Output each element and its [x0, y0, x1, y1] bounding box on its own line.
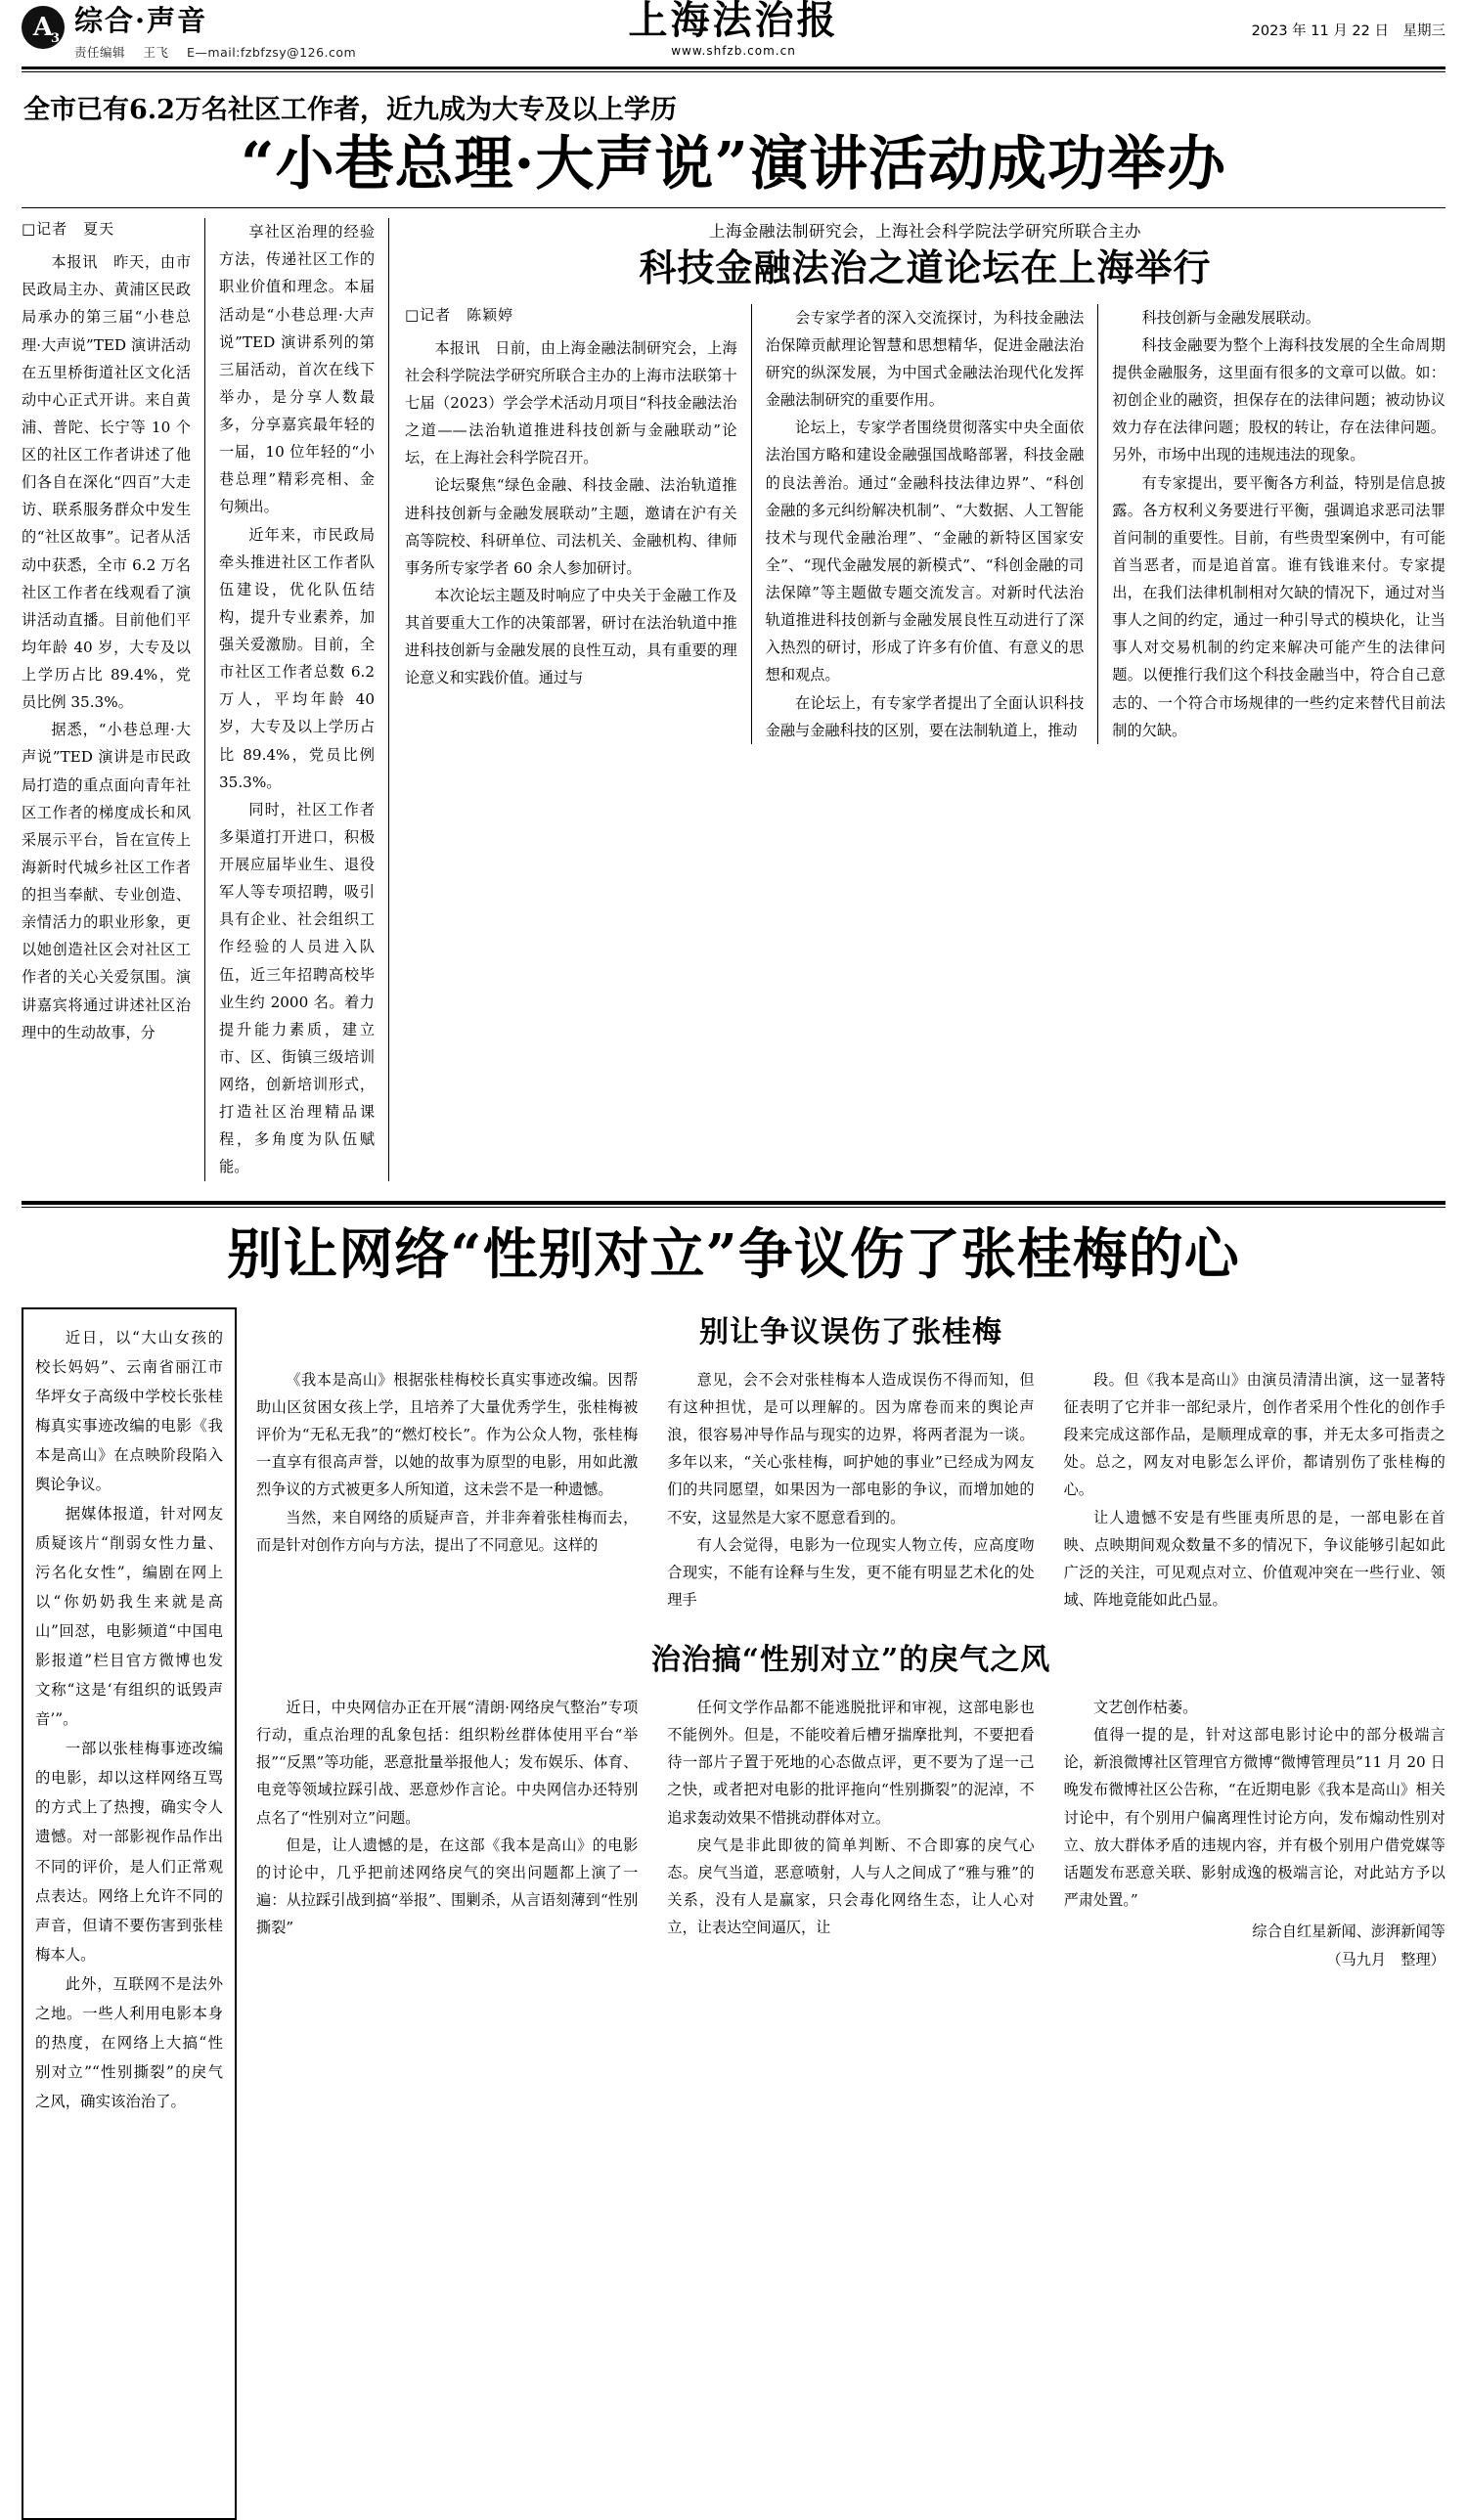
- paragraph: 有专家提出，要平衡各方利益，特别是信息披露。各方权利义务要进行平衡，强调追求恶司法罪首问制的重要性。目前，有些贵型案例中，有可能首当恶者，而是追首富。谁有钱谁来付。专家提出，在我们法律机制相对欠缺的情况下，通过对当事人之间的约定，通过一种引导式的模块化，让当事人对交易机制的约定来解决可能产生的法律问题。以便推行我们这个科技金融当中，符合自己意志的、一个符合市场规律的一些约定来替代目前法制的欠缺。: [1112, 473, 1445, 739]
- feature-subhead-1: 别让争议误伤了张桂梅: [699, 1314, 1002, 1349]
- lead-shoulder-headline: 全市已有6.2万名社区工作者，近九成为大专及以上学历: [23, 95, 677, 125]
- paragraph: 论坛聚焦“绿色金融、科技金融、法治轨道推进科技创新与金融发展联动”主题，邀请在沪有关高等院校、科研单位、司法机关、金融机构、律师事务所专家学者 60 余人参加研讨。: [405, 476, 737, 577]
- credit-editor: （马九月 整理）: [1326, 1950, 1445, 1968]
- paragraph: 任何文学作品都不能逃脱批评和审视，这部电影也不能例外。但是，不能咬着后槽牙揣摩批判，不要把看待一部片子置于死地的心态做点评，更不要为了逞一己之快，或者把对电影的批评拖向“性别撕裂”的泥淖，不追求轰动效果不惜挑动群体对立。: [667, 1699, 1035, 1827]
- feature-s2-body-1: [256, 1694, 638, 1941]
- paragraph: 本报讯 昨天，由市民政局主办、黄浦区民政局承办的第三届“小巷总理·大声说”TED 演讲活动在五里桥街道社区文化活动中心正式开讲。来自黄浦、普陀、长宁等 10 个区的社区工作者讲述了他们各自在深化“四百”大走访、联系服务群众中发生的“社区故事”。记者从活动中获悉，全市 6.2 万名社区工作者在线观看了演讲活动直播。目前他们平均年龄 40 岁，大专及以上学历占比 89.4%，党员比例 35.3%。: [22, 253, 191, 712]
- paragraph: 但是，让人遗憾的是，在这部《我本是高山》的电影的讨论中，几乎把前述网络戾气的突出问题都上演了一遍：从拉踩引战到搞“举报”、围剿杀，从言语刻薄到“性别撕裂”: [256, 1835, 639, 1937]
- lead-main-headline: “小巷总理·大声说”演讲活动成功举办: [241, 130, 1226, 199]
- editor-name: 王飞: [143, 44, 169, 60]
- feature-s1-body-1: [256, 1366, 638, 1559]
- feature-s1-column-1: [256, 1366, 652, 1614]
- paragraph: 在论坛上，有专家学者提出了全面认识科技金融与金融科技的区别，要在法制轨道上，推动: [765, 693, 1085, 739]
- paragraph: 会专家学者的深入交流探讨，为科技金融法治保障贡献理论智慧和思想精华，促进金融法治研究的纵深发展，为中国式金融法治现代化发挥金融法制研究的重要作用。: [765, 308, 1085, 410]
- section-title: 综合·声音: [74, 4, 208, 37]
- forum-article: [389, 218, 1445, 1180]
- paragraph: 戾气是非此即彼的简单判断、不合即寡的戾气心态。戾气当道，恶意喷射，人与人之间成了“雅与雅”的关系，没有人是赢家，只会毒化网络生态，让人心对立，让表达空间逼仄，让: [667, 1835, 1035, 1937]
- feature-subhead-2: 治治搞“性别对立”的戾气之风: [650, 1643, 1051, 1678]
- badge-number: 3: [50, 31, 60, 46]
- section-block: [74, 6, 370, 61]
- credit-source: 综合自红星新闻、澎湃新闻等: [1252, 1923, 1445, 1941]
- paragraph: 近年来，市民政局牵头推进社区工作者队伍建设，优化队伍结构，提升专业素养，加强关爱激励。目前，全市社区工作者总数 6.2 万人，平均年龄 40 岁，大专及以上学历占比 89.4%，党员比例 35.3%。: [219, 525, 375, 791]
- feature-s2-body-3: [1064, 1694, 1445, 1914]
- feature-credit: [1064, 1918, 1445, 1974]
- forum-body-1: [405, 334, 737, 692]
- paragraph: 据媒体报道，针对网友质疑该片“削弱女性力量、污名化女性”，编剧在网上以“你奶奶我生来就是高山”回怼，电影频道“中国电影报道”栏目官方微博也发文称“这是‘有组织的诋毁声音’”。: [35, 1505, 223, 1729]
- feature-boxed-intro: [22, 1307, 237, 2520]
- paragraph: 段。但《我本是高山》由演员清清出演，这一显著特征表明了它并非一部纪录片，创作者采用个性化的创作手段来完成这部作品，是顺理成章的事，并无太多可指责之处。总之，网友对电影怎么评价，都请别伤了张桂梅的心。: [1063, 1370, 1445, 1499]
- paragraph: 享社区治理的经验方法，传递社区工作的职业价值和理念。本届活动是“小巷总理·大声说”TED 演讲系列的第三届活动，首次在线下举办，是分享人数最多，分享嘉宾最年轻的一届，10 位年轻的“小巷总理”精彩亮相、金句频出。: [219, 223, 375, 516]
- forum-column-3: [1098, 304, 1445, 744]
- masthead-left: [22, 6, 370, 61]
- feature-headline: 别让网络“性别对立”争议伤了张桂梅的心: [227, 1221, 1240, 1287]
- lead-body-2: [219, 218, 375, 1180]
- feature-main: [252, 1307, 1445, 2520]
- editor-email: E—mail:fzbfzsy@126.com: [187, 44, 357, 60]
- lead-column-2: [205, 218, 389, 1180]
- forum-body-2: [766, 304, 1085, 744]
- editor-label: 责任编辑: [74, 44, 126, 60]
- lead-column-1: [22, 218, 205, 1180]
- feature-block: [22, 1307, 1445, 2520]
- forum-byline: □记者 陈颖婷: [405, 305, 514, 324]
- forum-column-2: [752, 304, 1099, 744]
- forum-column-1: [405, 304, 752, 744]
- feature-intro-text: [35, 1323, 223, 2116]
- paper-nameplate: [629, 0, 839, 58]
- top-article-block: [22, 218, 1445, 1180]
- feature-s1-body-2: [667, 1366, 1034, 1614]
- forum-headline: 科技金融法治之道论坛在上海举行: [639, 245, 1212, 290]
- feature-sidebar: [22, 1307, 252, 2520]
- editor-line: [74, 43, 370, 61]
- masthead-rule: [22, 66, 1445, 69]
- paragraph: 本报讯 日前，由上海金融法制研究会，上海社会科学院法学研究所联合主办的上海市法联第十七届（2023）学会学术活动月项目“科技金融法治之道——法治轨道推进科技创新与金融联动”论坛，在上海社会科学院召开。: [405, 338, 737, 467]
- paragraph: 据悉，“小巷总理·大声说”TED 演讲是市民政局打造的重点面向青年社区工作者的梯度成长和风采展示平台，旨在宣传上海新时代城乡社区工作者的担当奉献、专业创造、亲情活力的职业形象，更以她创造社区会对社区工作者的关心关爱氛围。演讲嘉宾将通过讲述社区治理中的生动故事，分: [22, 721, 191, 1041]
- paragraph: 此外，互联网不是法外之地。一些人利用电影本身的热度，在网络上大搞“性别对立”“性别撕裂”的戾气之风，确实该治治了。: [35, 1974, 223, 2110]
- feature-s2-body-2: [667, 1694, 1034, 1941]
- feature-s1-body-3: [1064, 1366, 1445, 1614]
- paragraph: 《我本是高山》根据张桂梅校长真实事迹改编。因帮助山区贫困女孩上学，且培养了大量优秀学生，张桂梅被评价为“无私无我”的“燃灯校长”。作为公众人物，张桂梅一直享有很高声誉，以她的故事为原型的电影，用如此激烈争议的方式被更多人所知道，这未尝不是一种遗憾。: [256, 1370, 639, 1499]
- section-divider-thin: [22, 1207, 1445, 1208]
- paragraph: 当然，来自网络的质疑声音，并非奔着张桂梅而去，而是针对创作方向与方法，提出了不同意见。这样的: [256, 1508, 639, 1554]
- feature-s1-column-3: [1049, 1366, 1445, 1614]
- issue-date: 2023 年 11 月 22 日 星期三: [1251, 23, 1445, 39]
- forum-body-3: [1112, 304, 1445, 744]
- paragraph: 科技创新与金融发展联动。: [1141, 308, 1320, 327]
- page-badge-icon: [22, 6, 65, 49]
- paragraph: 文艺创作枯萎。: [1092, 1699, 1198, 1717]
- paragraph: 值得一提的是，针对这部电影讨论中的部分极端言论，新浪微博社区管理官方微博“微博管理员”11 月 20 日晚发布微博社区公告称，“在近期电影《我本是高山》相关讨论中，有个别用户偏离理性讨论方向，发布煽动性别对立、放大群体矛盾的违规内容，并有极个别用户借党媒等话题发布恶意关联、影射成逸的极端言论，对此站方予以严肃处置。”: [1063, 1726, 1445, 1909]
- paragraph: 意见，会不会对张桂梅本人造成误伤不得而知，但有这种担忧，是可以理解的。因为席卷而来的舆论声浪，很容易冲导作品与现实的边界，将两者混为一谈。多年以来，“关心张桂梅，呵护她的事业”已经成为网友们的共同愿望，如果因为一部电影的争议，而增加她的不安，这显然是大家不愿意看到的。: [667, 1370, 1035, 1526]
- section-divider: [22, 1201, 1445, 1205]
- paragraph: 让人遗憾不安是有些匪夷所思的是，一部电影在首映、点映期间观众数量不多的情况下，争议能够引起如此广泛的关注，可见观点对立、价值观冲突在一些行业、领域、阵地竟能如此凸显。: [1063, 1508, 1445, 1609]
- paragraph: 一部以张桂梅事迹改编的电影，却以这样网络互骂的方式上了热搜，确实令人遗憾。对一部影视作品作出不同的评价，是人们正常观点表达。网络上允许不同的声音，但请不要伤害到张桂梅本人。: [35, 1740, 223, 1964]
- paper-url[interactable]: www.shfzb.com.cn: [671, 44, 796, 58]
- badge-letter: A: [32, 13, 54, 42]
- feature-s1-column-2: [652, 1366, 1048, 1614]
- masthead: [22, 0, 1445, 65]
- paragraph: 近日，以“大山女孩的校长妈妈”、云南省丽江市华坪女子高级中学校长张桂梅真实事迹改编的电影《我本是高山》在点映阶段陷入舆论争议。: [35, 1328, 223, 1494]
- forum-columns: [405, 304, 1445, 744]
- paragraph: 科技金融要为整个上海科技发展的全生命周期提供金融服务，这里面有很多的文章可以做。如：初创企业的融资，担保存在的法律问题；被动协议效力存在法律问题；股权的转让，存在法律问题。另外，市场中出现的违规违法的现象。: [1112, 335, 1445, 464]
- paragraph: 本次论坛主题及时响应了中央关于金融工作及其首要重大工作的决策部署，研讨在法治轨道中推进科技创新与金融发展的良性互动，具有重要的理论意义和实践价值。通过与: [405, 586, 737, 687]
- feature-s2-column-3: [1049, 1694, 1445, 1974]
- paragraph: 论坛上，专家学者围绕贯彻落实中央全面依法治国方略和建设金融强国战略部署，科技金融的良法善治。通过“金融科技法律边界”、“科创金融的多元纠纷解决机制”、“大数据、人工智能技术与现代金融治理”、“金融的新特区国家安全”、“现代金融发展的新模式”、“科创金融的司法保障”等主题做专题交流发言。对新时代法治轨道推进科技创新与金融发展良性互动进行了深入热烈的研讨，形成了许多有价值、有意义的思想和观点。: [765, 419, 1085, 685]
- lead-rule: [22, 207, 1445, 208]
- paper-title: 上海法治报: [628, 0, 839, 43]
- feature-s2-column-1: [256, 1694, 652, 1974]
- feature-section-2-columns: [256, 1694, 1445, 1974]
- feature-s2-column-2: [652, 1694, 1048, 1974]
- lead-byline: □记者 夏天: [22, 220, 115, 239]
- paragraph: 同时，社区工作者多渠道打开进口，积极开展应届毕业生、退役军人等专项招聘，吸引具有企业、社会组织工作经验的人员进入队伍，近三年招聘高校毕业生约 2000 名。着力提升能力素质，建立市、区、街镇三级培训网络，创新培训形式，打造社区治理精品课程，多角度为队伍赋能。: [219, 800, 375, 1176]
- feature-section-1-columns: [256, 1366, 1445, 1614]
- masthead-rule-thin: [22, 71, 1445, 72]
- paragraph: 有人会觉得，电影为一位现实人物立传，应高度吻合现实，不能有诠释与生发，更不能有明显艺术化的处理手: [667, 1535, 1035, 1609]
- paragraph: 近日，中央网信办正在开展“清朗·网络戾气整治”专项行动，重点治理的乱象包括：组织粉丝群体使用平台“举报”“反黑”等功能，恶意批量举报他人；发布娱乐、体育、电竞等领域拉踩引战、恶意炒作言论。中央网信办还特别点名了“性别对立”问题。: [256, 1699, 639, 1827]
- lead-body-1: [22, 248, 191, 1046]
- forum-shoulder-headline: 上海金融法制研究会，上海社会科学院法学研究所联合主办: [709, 222, 1141, 242]
